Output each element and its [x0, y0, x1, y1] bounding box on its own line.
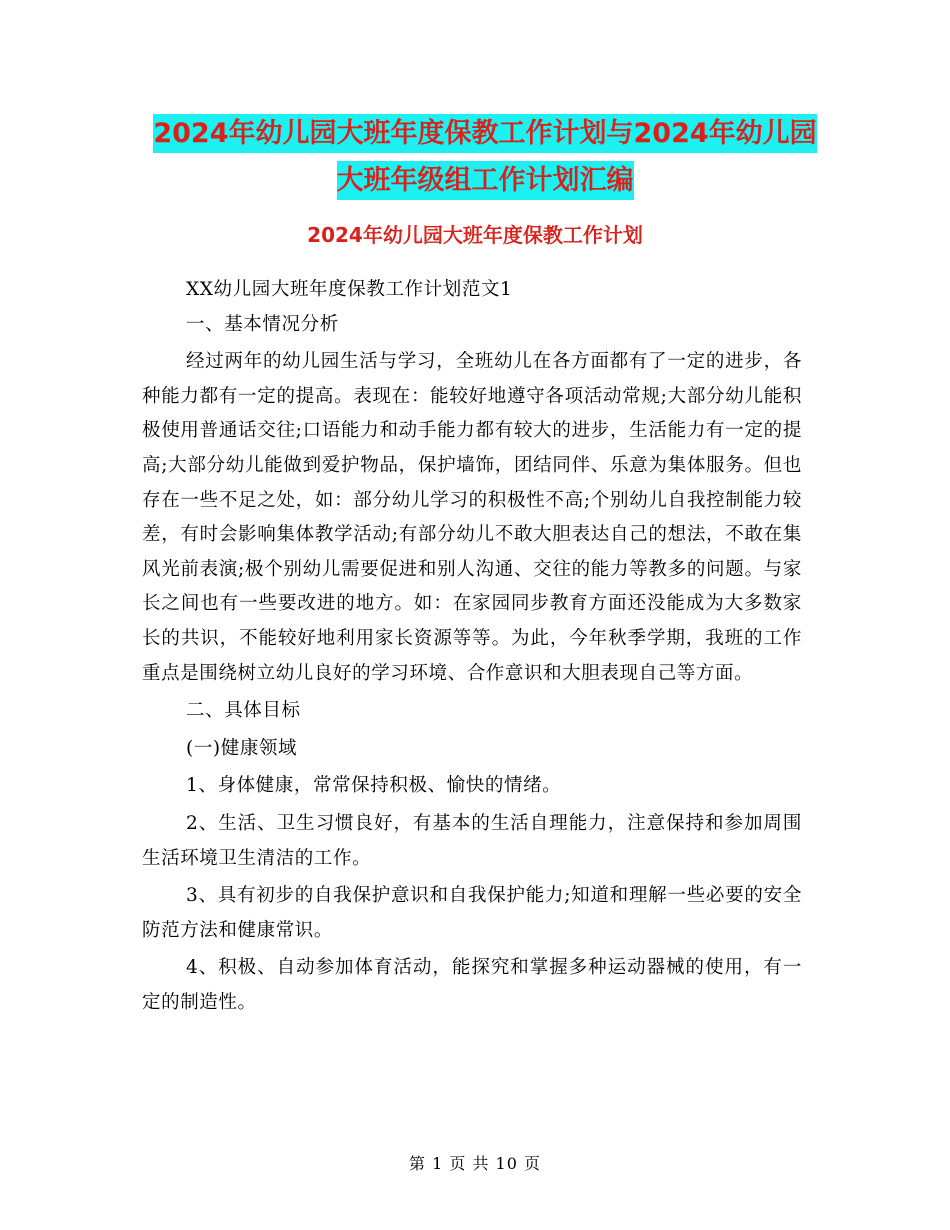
goal-item-4: 4、积极、自动参加体育活动，能探究和掌握多种运动器械的使用，有一定的制造性。 — [142, 957, 802, 1013]
document-main-title — [140, 110, 830, 204]
sample-heading: XX幼儿园大班年度保教工作计划范文1 — [186, 279, 513, 300]
goal-item-3: 3、具有初步的自我保护意识和自我保护能力;知道和理解一些必要的安全防范方法和健康常识。 — [142, 885, 802, 941]
goal-item-1: 1、身体健康，常常保持积极、愉快的情绪。 — [186, 775, 562, 797]
section-title: 2024年幼儿园大班年度保教工作计划 — [307, 223, 643, 247]
section-heading-goals: 二、具体目标 — [186, 700, 301, 722]
situation-paragraph: 经过两年的幼儿园生活与学习，全班幼儿在各方面都有了一定的进步，各种能力都有一定的提高。表现在：能较好地遵守各项活动常规;大部分幼儿能积极使用普通话交往;口语能力和动手能力都有较大的进步，生活能力有一定的提高;大部分幼儿能做到爱护物品，保护墙饰，团结同伴、乐意为集体服务。但也存在一些不足之处，如：部分幼儿学习的积极性不高;个别幼儿自我控制能力较差，有时会影响集体教学活动;有部分幼儿不敢大胆表达自己的想法，不敢在集风光前表演;极个别幼儿需要促进和别人沟通、交往的能力等教多的问题。与家长之间也有一些要改进的地方。如：在家园同步教育方面还没能成为大多数家长的共识，不能较好地利用家长资源等等。为此，今年秋季学期，我班的工作重点是围绕树立幼儿良好的学习环境、合作意识和大胆表现自己等方面。 — [142, 351, 802, 684]
highlighted-title-text: 2024年幼儿园大班年度保教工作计划与2024年幼儿园大班年级组工作计划汇编 — [153, 114, 816, 200]
page-number-footer: 第 1 页 共 10 页 — [409, 1154, 541, 1173]
subsection-heading-health: (一)健康领域 — [186, 737, 298, 759]
document-body — [142, 273, 802, 1020]
section-heading-situation: 一、基本情况分析 — [186, 313, 339, 335]
goal-item-2: 2、生活、卫生习惯良好，有基本的生活自理能力，注意保持和参加周围生活环境卫生清洁的工作。 — [142, 812, 802, 869]
